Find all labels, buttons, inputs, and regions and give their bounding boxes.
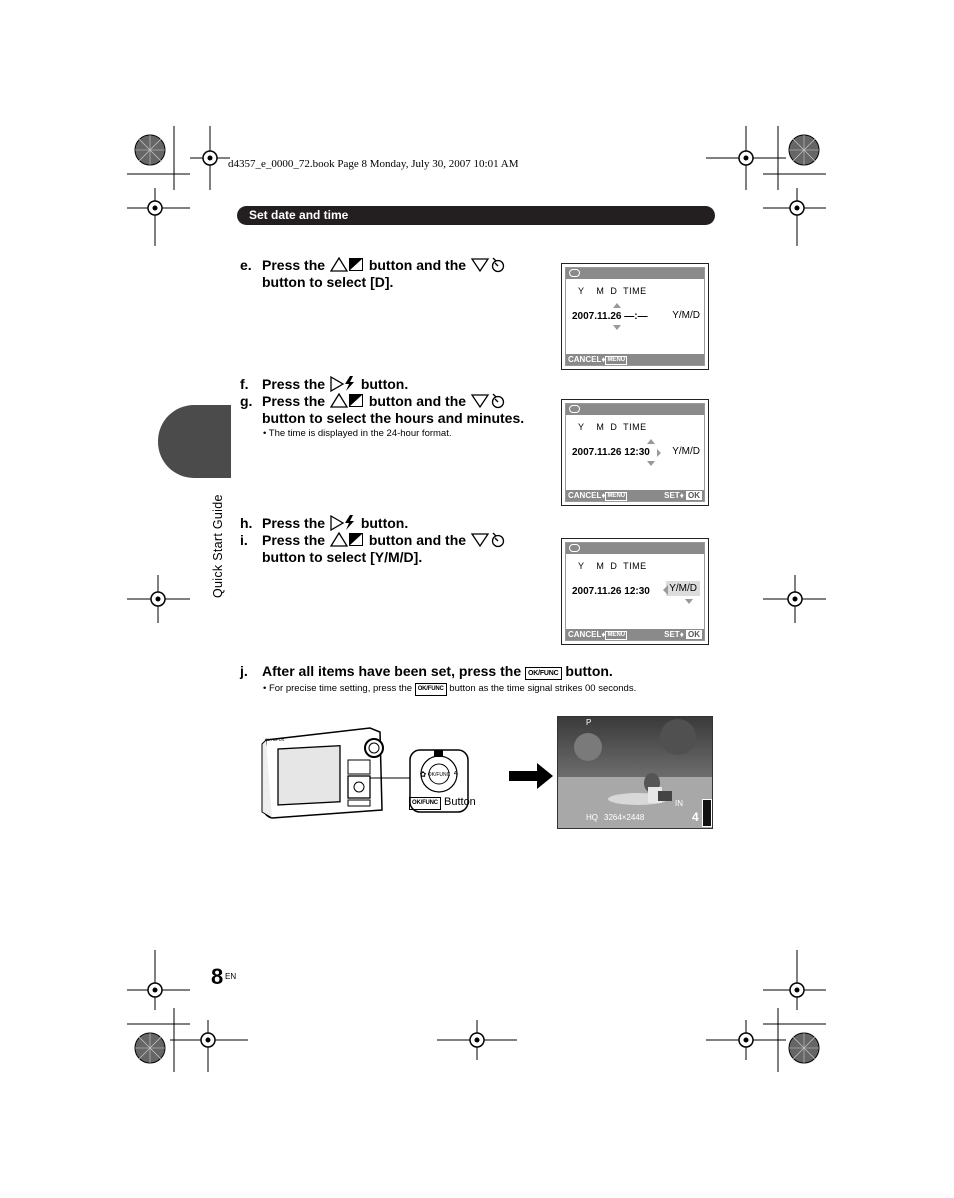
step-text: button and the: [368, 532, 467, 548]
step-g: [240, 392, 524, 427]
step-text: Press the: [262, 376, 326, 392]
ok-func-label: OK/FUNC: [427, 772, 451, 778]
lcd-bottom-bar: [566, 490, 704, 501]
step-i: [240, 531, 506, 566]
step-f: [240, 375, 408, 393]
note-text: • For precise time setting, press the: [263, 683, 413, 694]
lcd-cancel-hint: CANCEL♦ MENU: [568, 630, 626, 639]
shooting-mode: P: [586, 718, 592, 727]
image-quality: HQ: [586, 813, 598, 822]
step-label: i.: [240, 532, 248, 548]
lcd-column-labels: Y M D TIME: [578, 286, 647, 296]
step-label: f.: [240, 376, 249, 392]
right-flash-icon: [329, 514, 357, 531]
camera-lcd-photo: [557, 716, 713, 829]
step-text: Press the: [262, 257, 326, 273]
lcd-set-hint: SET♦ OK: [664, 630, 700, 639]
page-language: EN: [225, 972, 237, 981]
image-size: 3264×2448: [604, 813, 645, 822]
remaining-shots: 4: [692, 810, 699, 824]
down-selftimer-icon: [470, 256, 506, 273]
up-exposure-icon: [329, 531, 365, 548]
step-text: button to select the hours and minutes.: [262, 410, 525, 426]
step-text: button.: [360, 515, 409, 531]
ok-func-icon: OK/FUNC: [409, 797, 441, 810]
lcd-format-value: Y/M/D: [666, 581, 700, 596]
lcd-bottom-bar: [566, 354, 704, 365]
step-label: g.: [240, 393, 253, 409]
step-text: Press the: [262, 532, 326, 548]
step-text: button.: [565, 663, 613, 679]
svg-text:ϟ: ϟ: [453, 770, 459, 779]
step-label: h.: [240, 515, 253, 531]
lcd-cancel-hint: CANCEL♦ MENU: [568, 491, 626, 500]
right-arrow-icon: [509, 763, 554, 789]
lcd-title-bar: [566, 543, 704, 554]
down-arrow-icon: [684, 599, 694, 605]
left-arrow-icon: [660, 583, 670, 597]
step-text: button.: [360, 376, 409, 392]
step-j: [240, 663, 613, 680]
down-selftimer-icon: [470, 531, 506, 548]
battery-indicator: [702, 799, 712, 827]
clock-icon: [569, 405, 580, 413]
lcd-date-value: 2007.11.26 —:—: [572, 311, 648, 322]
side-label: Quick Start Guide: [211, 494, 225, 598]
page-number: 8: [211, 964, 224, 989]
button-caption: [409, 796, 476, 810]
button-caption-text: Button: [444, 796, 476, 808]
up-exposure-icon: [329, 256, 365, 273]
step-j-note: [263, 683, 636, 696]
lcd-screen-date: [561, 263, 709, 370]
lcd-cancel-hint: CANCEL♦ MENU: [568, 355, 626, 364]
memory-indicator: IN: [675, 799, 683, 808]
lcd-format-value: Y/M/D: [672, 446, 700, 457]
clock-icon: [569, 269, 580, 277]
step-text: Press the: [262, 515, 326, 531]
step-e: [240, 256, 506, 291]
down-selftimer-icon: [470, 392, 506, 409]
updown-arrows-icon: [612, 303, 622, 331]
svg-text:✿: ✿: [419, 770, 427, 779]
lcd-date-value: 2007.11.26 12:30: [572, 586, 650, 597]
step-label: e.: [240, 257, 252, 273]
clock-icon: [569, 544, 580, 552]
lcd-title-bar: [566, 404, 704, 415]
lcd-title-bar: [566, 268, 704, 279]
step-text: button and the: [368, 257, 467, 273]
up-exposure-icon: [329, 392, 365, 409]
side-tab: [158, 405, 231, 478]
step-g-note: • The time is displayed in the 24-hour format.: [263, 428, 452, 439]
updown-arrows-icon: [646, 439, 662, 467]
section-bar: [237, 206, 715, 225]
step-text: button to select [Y/M/D].: [262, 549, 423, 565]
right-flash-icon: [329, 375, 357, 392]
lcd-column-labels: Y M D TIME: [578, 561, 647, 571]
step-text: button to select [D].: [262, 274, 394, 290]
step-text: button and the: [368, 393, 467, 409]
section-title: Set date and time: [249, 208, 349, 222]
step-h: [240, 514, 408, 532]
lcd-screen-format: [561, 538, 709, 645]
lcd-date-value: 2007.11.26 12:30: [572, 447, 650, 458]
note-text: button as the time signal strikes 00 seconds.: [449, 683, 637, 694]
step-label: j.: [240, 663, 248, 679]
lcd-bottom-bar: [566, 629, 704, 640]
lcd-format-value: Y/M/D: [672, 310, 700, 321]
lcd-screen-time: [561, 399, 709, 506]
lcd-column-labels: Y M D TIME: [578, 422, 647, 432]
lcd-set-hint: SET♦ OK: [664, 491, 700, 500]
ok-func-icon: OK/FUNC: [525, 667, 562, 680]
step-text: Press the: [262, 393, 326, 409]
step-text: After all items have been set, press the: [262, 663, 522, 679]
camera-brand: OLYMPUS: [265, 737, 285, 742]
book-header-line: d4357_e_0000_72.book Page 8 Monday, July 30, 2007 10:01 AM: [228, 158, 519, 170]
photo-scene-image: [558, 717, 712, 828]
ok-func-icon: OK/FUNC: [415, 683, 447, 696]
